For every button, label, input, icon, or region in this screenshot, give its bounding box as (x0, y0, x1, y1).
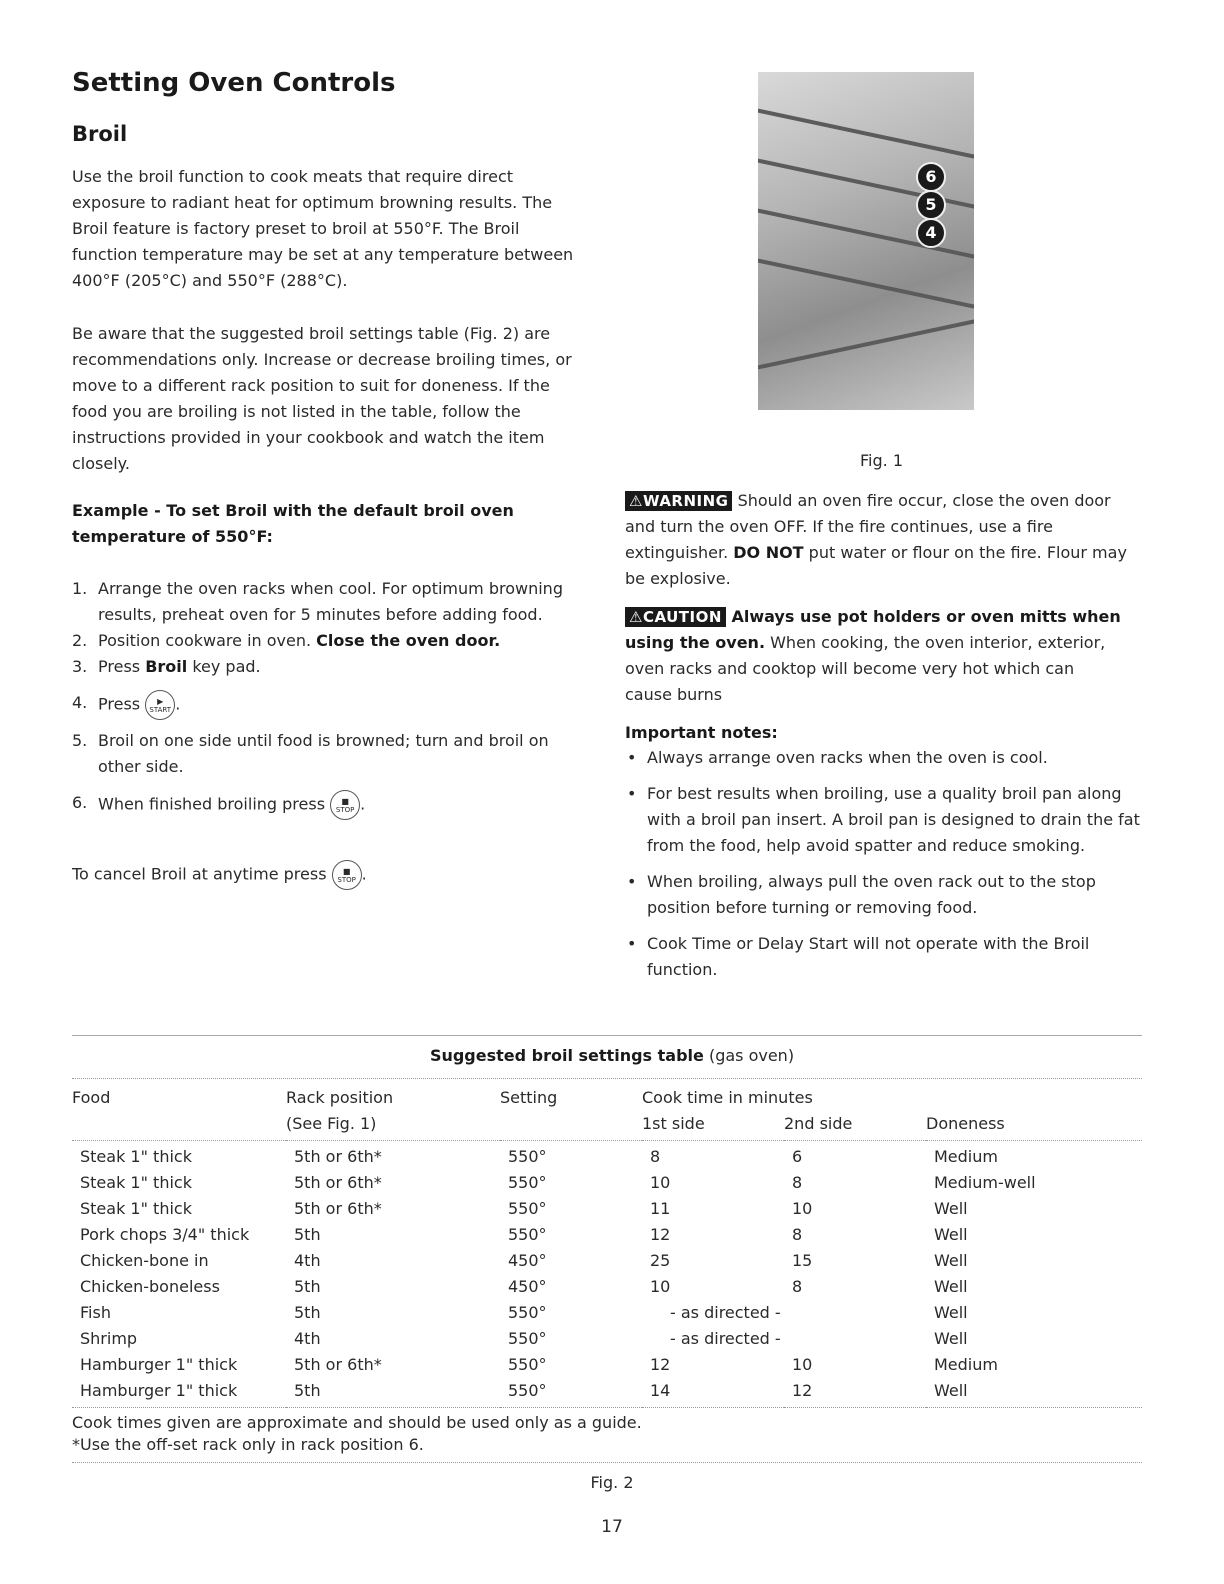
step-1 (72, 576, 572, 628)
note-item: • Cook Time or Delay Start will not operate with the Broil function. (625, 931, 1140, 983)
oven-rack-photo (758, 72, 974, 410)
step-number: 2. (72, 631, 88, 650)
step-number: 5. (72, 731, 88, 750)
intro-paragraph-1: Use the broil function to cook meats that require direct exposure to radiant heat for optimum browning results. The Broil feature is factory preset to broil at 550°F. The Broil function temperature may be set at any temperature between 400°F (205°C) and 550°F (288°C). (72, 167, 574, 290)
rack-5-badge: 5 (916, 190, 946, 220)
table-row: Fish 5th 550° - as directed - Well (80, 1303, 968, 1322)
header-1st-side: 1st side (642, 1114, 705, 1133)
table-row: Steak 1" thick 5th or 6th* 550° 10 8 Medium-well (80, 1173, 1036, 1192)
step-6 (72, 790, 572, 820)
step-number: 1. (72, 579, 88, 598)
intro-paragraph-2: Be aware that the suggested broil settings table (Fig. 2) are recommendations only. Increase or decrease broiling times, or move to a different rack position to suit for doneness. If the food you are broiling is not listed in the table, follow the instructions provided in your cookbook and watch the item closely. (72, 324, 572, 473)
table-bottom-rule (72, 1462, 1142, 1463)
rack-line (758, 107, 974, 161)
section-title: Broil (72, 122, 128, 146)
step-5 (72, 728, 572, 780)
table-title: Suggested broil settings table (gas oven) (429, 1046, 795, 1065)
step-text: When finished broiling press (98, 794, 326, 814)
header-setting: Setting (500, 1088, 558, 1107)
step-number: 3. (72, 657, 88, 676)
table-row: Shrimp 4th 550° - as directed - Well (80, 1329, 968, 1348)
note-item: • When broiling, always pull the oven rack out to the stop position before turning or removing food. (625, 869, 1140, 921)
figure-2-caption: Fig. 2 (590, 1473, 634, 1492)
rack-6-badge: 6 (916, 162, 946, 192)
table-header-row-2 (72, 1114, 1142, 1141)
caution-block: ⚠CAUTION Always use pot holders or oven mitts when using the oven. When cooking, the oven interior, exterior, oven racks and cooktop will become very hot which can cause burns (625, 607, 1121, 704)
note-item: • Always arrange oven racks when the oven is cool. (625, 745, 1140, 771)
step-text: key pad. (187, 657, 261, 676)
stop-key-icon: ■ STOP (330, 790, 360, 820)
header-food: Food (72, 1088, 111, 1107)
rack-4-badge: 4 (916, 218, 946, 248)
page-number: 17 (601, 1517, 623, 1537)
step-text: Position cookware in oven. (98, 631, 317, 650)
table-header-row (72, 1088, 1142, 1114)
header-cook-time: Cook time in minutes (642, 1088, 813, 1107)
header-2nd-side: 2nd side (784, 1114, 853, 1133)
warning-block: ⚠WARNING Should an oven fire occur, close the oven door and turn the oven OFF. If the fire continues, use a fire extinguisher. DO NOT put water or flour on the fire. Flour may be explosive. (625, 491, 1127, 588)
table-top-rule (72, 1035, 1142, 1036)
step-text: Broil on one side until food is browned; turn and broil on other side. (98, 731, 549, 776)
step-text: . (360, 794, 366, 814)
table-row: Steak 1" thick 5th or 6th* 550° 11 10 Well (80, 1199, 968, 1218)
start-key-icon: ▶ START (145, 690, 175, 720)
table-row: Hamburger 1" thick 5th 550° 14 12 Well (72, 1381, 1142, 1408)
step-number: 6. (72, 793, 88, 812)
page-title: Setting Oven Controls (72, 68, 396, 98)
figure-1-caption: Fig. 1 (860, 451, 903, 470)
stop-key-icon: ■ STOP (332, 860, 362, 890)
rack-line (758, 257, 974, 311)
step-4 (72, 690, 572, 720)
footnote-2: *Use the off-set rack only in rack position 6. (72, 1435, 424, 1454)
broil-settings-table (72, 1088, 1142, 1408)
example-heading: Example - To set Broil with the default broil oven temperature of 550°F: (72, 501, 514, 546)
step-text: Arrange the oven racks when cool. For optimum browning results, preheat oven for 5 minutes before adding food. (98, 579, 563, 624)
table-row: Steak 1" thick 5th or 6th* 550° 8 6 Medium (80, 1147, 998, 1166)
step-bold: Broil (145, 657, 188, 676)
table-row: Pork chops 3/4" thick 5th 550° 12 8 Well (80, 1225, 968, 1244)
table-row: Chicken-boneless 5th 450° 10 8 Well (80, 1277, 968, 1296)
step-number: 4. (72, 693, 88, 712)
notes-list (625, 745, 1140, 993)
header-rack: Rack position (286, 1088, 394, 1107)
cancel-instruction: To cancel Broil at anytime press ■ STOP . (72, 860, 367, 890)
warning-label: ⚠WARNING (625, 491, 732, 511)
header-doneness: Doneness (926, 1114, 1005, 1133)
step-text: Press (98, 694, 141, 714)
table-footnotes (72, 1412, 642, 1456)
caution-label: ⚠CAUTION (625, 607, 726, 627)
table-row: Hamburger 1" thick 5th or 6th* 550° 12 10 Medium (80, 1355, 998, 1374)
rack-line (758, 317, 974, 371)
step-2 (72, 628, 572, 654)
step-bold: Close the oven door. (316, 631, 501, 650)
step-text: Press (98, 657, 146, 676)
footnote-1: Cook times given are approximate and should be used only as a guide. (72, 1413, 642, 1432)
header-rack-note: (See Fig. 1) (286, 1114, 377, 1133)
steps-list (72, 576, 572, 820)
notes-heading: Important notes: (625, 723, 778, 742)
table-title-rule (72, 1078, 1142, 1079)
table-row: Chicken-bone in 4th 450° 25 15 Well (80, 1251, 968, 1270)
step-3 (72, 654, 572, 680)
step-text: . (175, 694, 181, 714)
note-item: • For best results when broiling, use a quality broil pan along with a broil pan insert. A broil pan is designed to drain the fat from the food, help avoid spatter and reduce smoking. (625, 781, 1140, 859)
